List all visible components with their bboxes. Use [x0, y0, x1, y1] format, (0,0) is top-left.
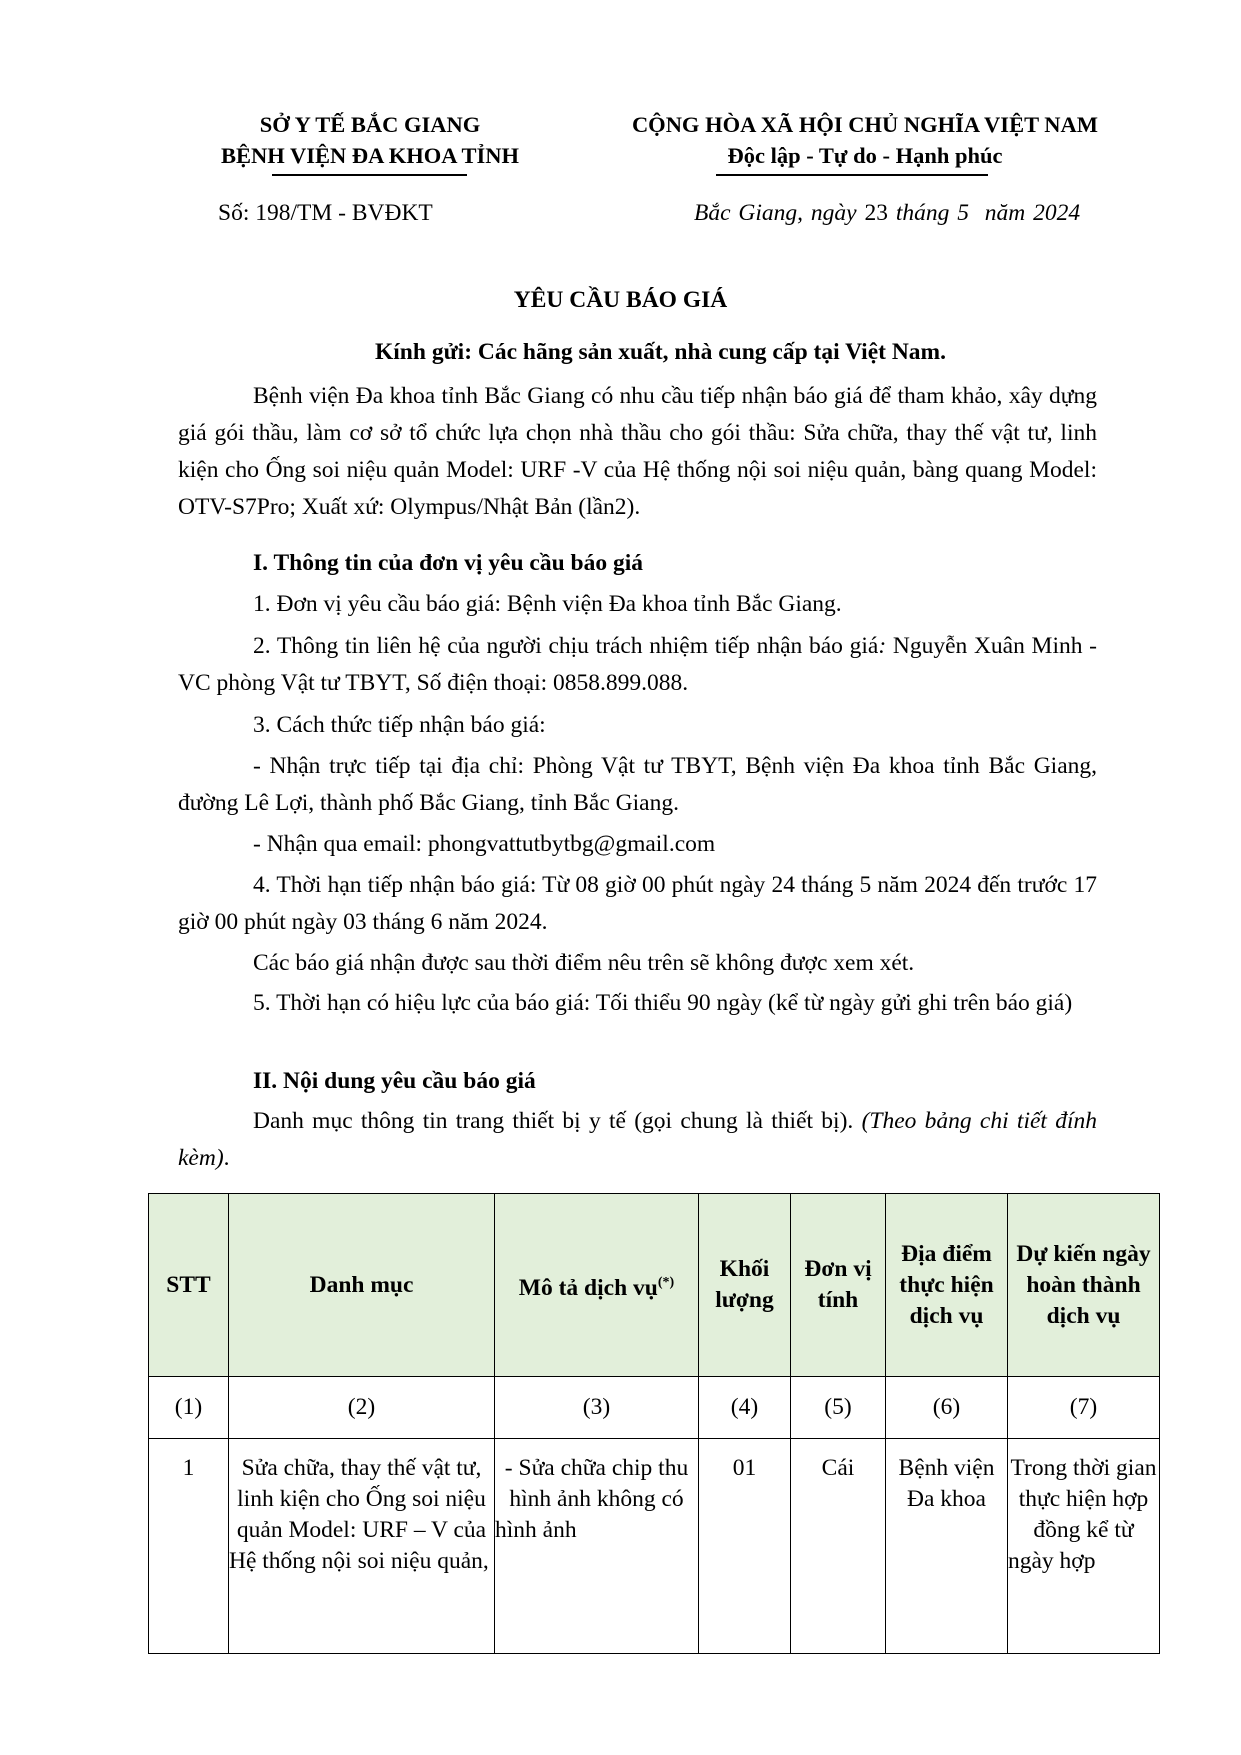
org-parent: SỞ Y TẾ BẮC GIANG	[259, 112, 481, 137]
section1-heading: I. Thông tin của đơn vị yêu cầu báo giá	[253, 550, 643, 576]
item2-colon: :	[878, 633, 887, 659]
col-number: (1)	[149, 1377, 229, 1439]
desc-normal: Danh mục thông tin trang thiết bị y tế (gọi chung là thiết bị).	[253, 1108, 862, 1134]
document-number	[218, 200, 433, 227]
table-column-number-row	[149, 1377, 1160, 1439]
col-number: (6)	[886, 1377, 1008, 1439]
section1-item3: 3. Cách thức tiếp nhận báo giá:	[253, 712, 546, 738]
number-value: 198	[255, 200, 291, 226]
issue-date	[694, 200, 1080, 227]
number-suffix: /TM - BVĐKT	[290, 200, 433, 226]
col-number: (2)	[229, 1377, 495, 1439]
cell-stt: 1	[149, 1439, 229, 1654]
section1-item5: 5. Thời hạn có hiệu lực của báo giá: Tối thiểu 90 ngày (kể từ ngày gửi ghi trên báo giá)	[253, 990, 1073, 1016]
cell-mo-ta: - Sửa chữa chip thu hình ảnh không có hình ảnh	[495, 1439, 699, 1654]
date-month-label: tháng	[895, 200, 950, 226]
cell-dia-diem: Bệnh viện Đa khoa	[886, 1439, 1008, 1654]
nation-motto: Độc lập - Tự do - Hạnh phúc	[727, 143, 1003, 168]
col-number: (4)	[699, 1377, 791, 1439]
item2-lead: 2. Thông tin liên hệ của người chịu trách nhiệm tiếp nhận báo giá	[253, 633, 879, 659]
table-header-row	[149, 1194, 1160, 1377]
section1-item4-note: Các báo giá nhận được sau thời điểm nêu trên sẽ không được xem xét.	[253, 950, 915, 976]
col-number: (3)	[495, 1377, 699, 1439]
header-dia-diem: Địa điểm thực hiện dịch vụ	[886, 1194, 1008, 1377]
desc-end: .	[223, 1145, 230, 1171]
section2-heading: II. Nội dung yêu cầu báo giá	[253, 1068, 536, 1094]
section1-item3b: - Nhận qua email: phongvattutbytbg@gmail.com	[253, 831, 716, 857]
section1-item3a: - Nhận trực tiếp tại địa chỉ: Phòng Vật tư TBYT, Bệnh viện Đa khoa tỉnh Bắc Giang, đường Lê Lợi, thành phố Bắc Giang, tỉnh Bắc Giang.	[178, 753, 1097, 816]
date-month: 5	[957, 200, 969, 226]
intro-paragraph: Bệnh viện Đa khoa tỉnh Bắc Giang có nhu cầu tiếp nhận báo giá để tham khảo, xây dựng giá gói thầu, làm cơ sở tổ chức lựa chọn nhà thầu cho gói thầu: Sửa chữa, thay thế vật tư, linh kiện cho Ống soi niệu quản Model: URF -V của Hệ thống nội soi niệu quản, bàng quang Model: OTV-S7Pro; Xuất xứ: Olympus/Nhật Bản (lần2).	[178, 383, 1097, 520]
cell-du-kien: Trong thời gian thực hiện hợp đồng kể từ ngày hợp	[1008, 1439, 1160, 1654]
date-prefix: Bắc Giang, ngày	[694, 200, 857, 226]
header-khoi-luong: Khối lượng	[699, 1194, 791, 1377]
cell-khoi-luong: 01	[699, 1439, 791, 1654]
org-underline	[272, 174, 467, 176]
desc-italic: (Theo bảng chi tiết đính kèm)	[178, 1108, 1097, 1171]
header-mo-ta-text: Mô tả dịch vụ	[518, 1274, 658, 1301]
addressee: Kính gửi: Các hãng sản xuất, nhà cung cấp tại Việt Nam.	[375, 339, 946, 365]
header-stt: STT	[149, 1194, 229, 1377]
section1-item2	[178, 628, 1097, 702]
table-row	[149, 1439, 1160, 1654]
document-title: YÊU CẦU BÁO GIÁ	[513, 287, 728, 313]
header-danh-muc: Danh mục	[229, 1194, 495, 1377]
header-du-kien: Dự kiến ngày hoàn thành dịch vụ	[1008, 1194, 1160, 1377]
header-don-vi: Đơn vị tính	[791, 1194, 886, 1377]
date-day: 23	[864, 200, 888, 226]
org-name: BỆNH VIỆN ĐA KHOA TỈNH	[221, 143, 519, 168]
date-year: năm 2024	[984, 200, 1081, 226]
header-mo-ta-sup: (*)	[657, 1274, 675, 1290]
section2-description	[178, 1103, 1097, 1177]
section1-item4: 4. Thời hạn tiếp nhận báo giá: Từ 08 giờ 00 phút ngày 24 tháng 5 năm 2024 đến trước 17 giờ 00 phút ngày 03 tháng 6 năm 2024.	[178, 872, 1097, 935]
quotation-table	[148, 1193, 1160, 1654]
cell-don-vi: Cái	[791, 1439, 886, 1654]
header-mo-ta	[495, 1194, 699, 1377]
cell-danh-muc: Sửa chữa, thay thế vật tư, linh kiện cho Ống soi niệu quản Model: URF – V của Hệ thống nội soi niệu quản,	[229, 1439, 495, 1654]
item2-rest: Nguyễn Xuân Minh - VC phòng Vật tư TBYT, Số điện thoại: 0858.899.088.	[178, 633, 1098, 696]
col-number: (7)	[1008, 1377, 1160, 1439]
number-prefix: Số:	[218, 200, 250, 226]
nation-title: CỘNG HÒA XÃ HỘI CHỦ NGHĨA VIỆT NAM	[631, 112, 1099, 137]
section1-item1: 1. Đơn vị yêu cầu báo giá: Bệnh viện Đa khoa tỉnh Bắc Giang.	[253, 591, 842, 617]
col-number: (5)	[791, 1377, 886, 1439]
motto-underline	[716, 174, 988, 176]
